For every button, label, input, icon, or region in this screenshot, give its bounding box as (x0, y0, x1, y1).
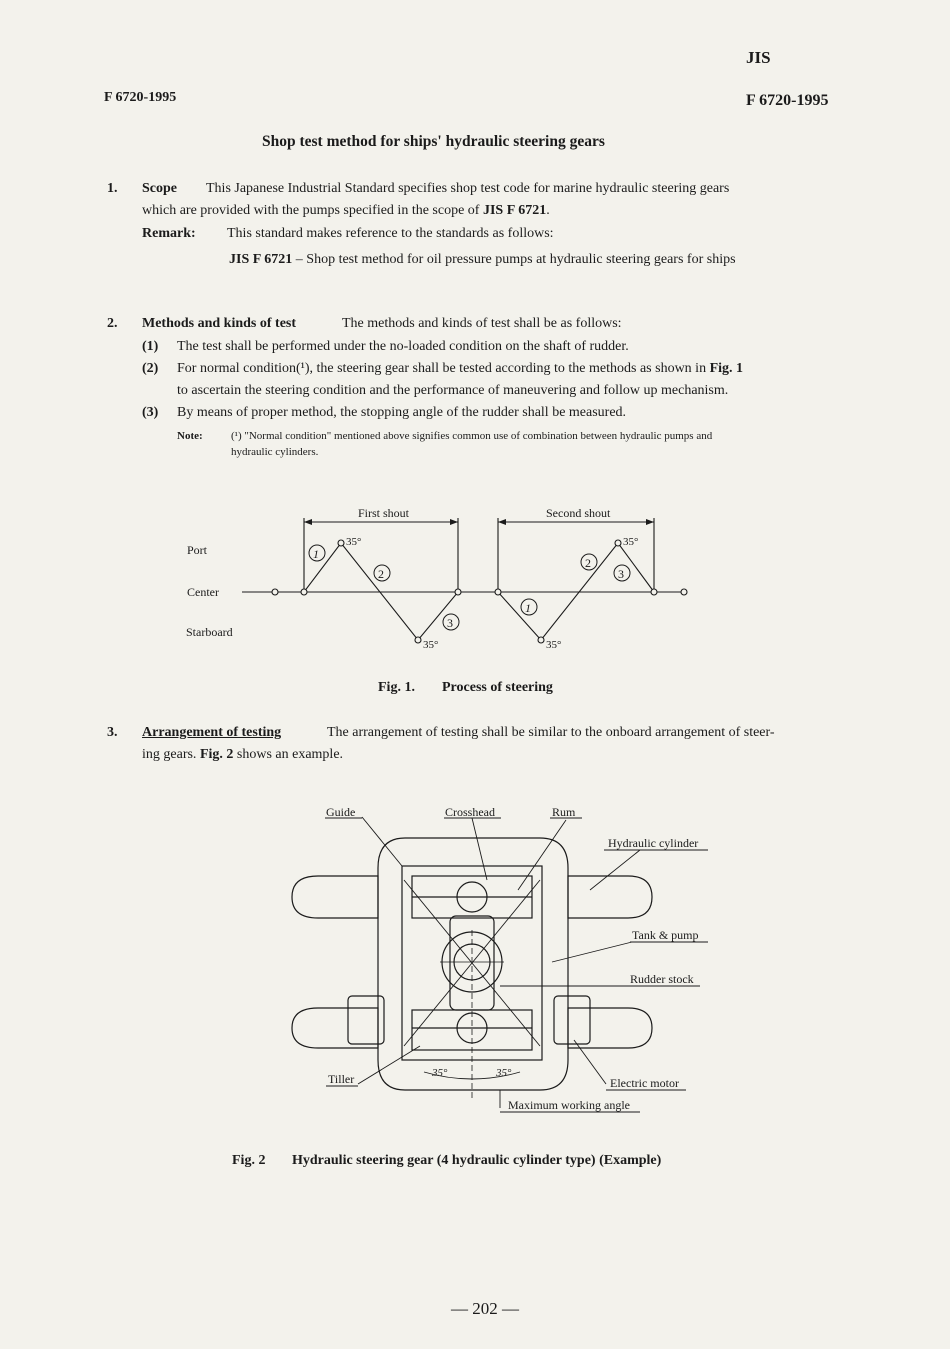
angle-label: 35° (423, 639, 439, 651)
rum-label: Rum (552, 805, 576, 819)
electric-motor-leader (574, 1040, 606, 1084)
page-number: — 202 — (451, 1299, 519, 1318)
tank-pump-label: Tank & pump (632, 928, 699, 942)
tank-pump-leader (552, 942, 632, 962)
rudder-stock-label: Rudder stock (630, 972, 694, 986)
remark-label: Remark: (142, 226, 196, 241)
note-line1: (¹) "Normal condition" mentioned above signifies common use of combination between hydraulic pumps and (231, 430, 713, 442)
max-working-angle-label: Maximum working angle (508, 1098, 630, 1112)
figure-1-caption-title: Process of steering (442, 680, 553, 695)
hydraulic-cylinder-bottom-left (292, 1008, 378, 1048)
guide-leader (362, 817, 402, 866)
item-3-text: By means of proper method, the stopping angle of the rudder shall be measured. (177, 405, 627, 420)
angle-label: 35° (346, 536, 362, 548)
port-label: Port (187, 543, 208, 557)
reference-line: JIS F 6721 – Shop test method for oil pressure pumps at hydraulic steering gears for ships (229, 252, 736, 267)
center-label: Center (187, 585, 219, 599)
section-1-text-line1: This Japanese Industrial Standard specifies shop test code for marine hydraulic steering gears (206, 181, 730, 196)
page-title: Shop test method for ships' hydraulic steering gears (262, 133, 605, 150)
section-3-text-line2: ing gears. Fig. 2 shows an example. (142, 747, 344, 762)
section-2-intro: The methods and kinds of test shall be as follows: (342, 316, 622, 331)
marker-3: 3 (618, 567, 624, 581)
marker-1: 1 (525, 601, 531, 615)
item-1-text: The test shall be performed under the no-loaded condition on the shaft of rudder. (177, 339, 629, 354)
section-1-number: 1. (107, 181, 118, 196)
crosshead-leader (472, 818, 487, 880)
guide-label: Guide (326, 805, 356, 819)
section-2-heading: Methods and kinds of test (142, 316, 297, 331)
starboard-label: Starboard (186, 625, 233, 639)
note-label: Note: (177, 430, 203, 442)
remark-text: This standard makes reference to the standards as follows: (227, 226, 554, 241)
figure-2-caption-number: Fig. 2 (232, 1153, 266, 1168)
electric-motor-label: Electric motor (610, 1076, 679, 1090)
item-2-number: (2) (142, 361, 159, 376)
angle-label: 35° (546, 639, 562, 651)
marker-3: 3 (447, 616, 453, 630)
section-1-heading: Scope (142, 181, 177, 196)
tiller-leader (358, 1046, 420, 1084)
section-3-number: 3. (107, 725, 118, 740)
standard-number-left: F 6720-1995 (104, 90, 177, 105)
marker-2: 2 (378, 567, 384, 581)
marker-2: 2 (585, 556, 591, 570)
figure-1-caption-number: Fig. 1. (378, 680, 415, 695)
item-2-line2: to ascertain the steering condition and the performance of maneuvering and follow up mechanism. (177, 383, 729, 398)
jis-mark: JIS (746, 48, 771, 67)
section-3-heading: Arrangement of testing (142, 725, 282, 740)
hydraulic-cylinder-top-left (292, 876, 378, 918)
hydraulic-cylinder-top-right (568, 876, 652, 918)
marker-1: 1 (313, 547, 319, 561)
section-1-text-line2: which are provided with the pumps specified in the scope of JIS F 6721. (142, 203, 550, 218)
figure-2-caption-title: Hydraulic steering gear (4 hydraulic cylinder type) (Example) (292, 1153, 662, 1168)
angle-label: 35° (432, 1067, 448, 1079)
pump-box-right (554, 996, 590, 1044)
section-3-text-line1: The arrangement of testing shall be similar to the onboard arrangement of steer- (327, 725, 775, 740)
item-2-line1: For normal condition(¹), the steering gear shall be tested according to the methods as shown in Fig. 1 (177, 361, 744, 376)
tiller-label: Tiller (328, 1072, 355, 1086)
angle-label: 35° (623, 536, 639, 548)
hydraulic-cylinder-label: Hydraulic cylinder (608, 836, 699, 850)
angle-label: 35° (496, 1067, 512, 1079)
section-2-number: 2. (107, 316, 118, 331)
standard-number-right: F 6720-1995 (746, 92, 829, 109)
hydraulic-cylinder-leader (590, 850, 640, 890)
second-shout-label: Second shout (546, 506, 611, 520)
item-1-number: (1) (142, 339, 159, 354)
item-3-number: (3) (142, 405, 159, 420)
hydraulic-cylinder-bottom-right (568, 1008, 652, 1048)
crosshead-label: Crosshead (445, 805, 495, 819)
first-shout-label: First shout (358, 506, 410, 520)
note-line2: hydraulic cylinders. (231, 446, 319, 458)
